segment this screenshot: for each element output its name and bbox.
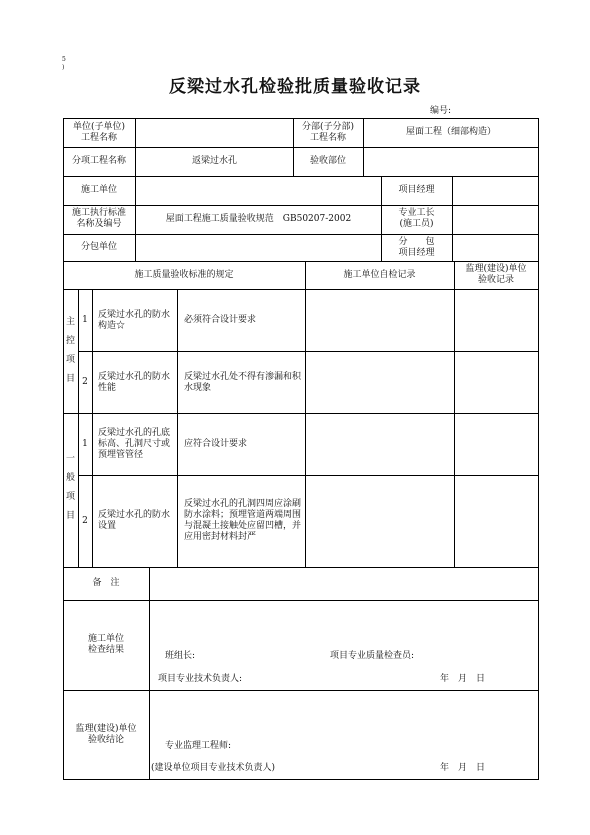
group-label-char: 般 [65, 473, 75, 483]
page-title: 反梁过水孔检验批质量验收记录 [169, 77, 421, 97]
foreman-field[interactable] [453, 206, 538, 234]
self-check-cell[interactable] [306, 290, 454, 351]
quality-inspector-label: 项目专业质量检查员: [330, 651, 415, 661]
team-leader-label: 班组长: [165, 651, 196, 661]
item-number: 2 [82, 516, 88, 526]
construction-check-label-line2: 检查结果 [87, 645, 124, 655]
column-header-self-check: 施工单位自检记录 [343, 270, 416, 280]
item-number: 1 [82, 315, 88, 325]
item-requirement: 必须符合设计要求 [184, 315, 257, 325]
standard-value[interactable]: 屋面工程施工质量验收规范 GB50207-2002 [165, 214, 352, 224]
margin-mark: 5 [62, 56, 66, 63]
construction-unit-field[interactable] [136, 177, 381, 205]
subcontract-field[interactable] [136, 235, 381, 261]
supervision-cell[interactable] [455, 290, 538, 351]
unit-label: 单位(子单位) [72, 122, 126, 132]
self-check-cell[interactable] [306, 414, 454, 475]
standard-label-line2: 名称及编号 [76, 219, 122, 229]
tech-leader-label: 项目专业技术负责人: [158, 674, 243, 684]
foreman-label-line2: (施工员) [399, 219, 434, 229]
subcontract-manager-field[interactable] [453, 235, 538, 261]
project-manager-label: 项目经理 [398, 185, 435, 195]
item-value[interactable]: 返梁过水孔 [191, 156, 237, 166]
code-label: 编号: [430, 106, 452, 116]
standard-label: 施工执行标准 [71, 208, 126, 218]
supervision-cell[interactable] [455, 414, 538, 475]
item-requirement: 反梁过水孔处不得有渗漏和积水现象 [184, 372, 302, 393]
subpart-label: 分部(子分部) [301, 122, 355, 132]
supervision-cell[interactable] [455, 476, 538, 567]
foreman-label: 专业工长 [398, 208, 435, 218]
subcontract-manager-label: 分 包 [398, 237, 435, 247]
item-name: 反梁过水孔的防水构造☆ [98, 310, 171, 331]
remarks-label: 备 注 [92, 578, 120, 588]
item-name: 反梁过水孔的孔底标高、孔洞尺寸或预埋管管径 [98, 428, 171, 460]
column-header-supervision: 监理(建设)单位 [465, 264, 527, 274]
group-label-char: 一 [65, 454, 75, 464]
date-label: 年 月 日 [440, 674, 486, 684]
group-label-char: 目 [65, 374, 75, 384]
date-label: 年 月 日 [440, 763, 486, 773]
column-header-supervision-line2: 验收记录 [477, 275, 514, 285]
supervising-engineer-label: 专业监理工程师: [165, 741, 232, 751]
subcontract-manager-label-line2: 项目经理 [398, 248, 435, 258]
column-header-standard: 施工质量验收标准的规定 [134, 270, 234, 280]
acceptance-part-field[interactable] [364, 148, 538, 176]
construction-unit-label: 施工单位 [80, 185, 117, 195]
subcontract-label: 分包单位 [80, 242, 117, 252]
self-check-cell[interactable] [306, 352, 454, 413]
supervision-conclusion-label: 监理(建设)单位 [75, 724, 137, 734]
subpart-label-line2: 工程名称 [309, 133, 346, 143]
item-name: 反梁过水孔的防水性能 [98, 372, 171, 393]
group-label-char: 主 [65, 317, 75, 327]
item-requirement: 反梁过水孔的孔洞四周应涂刷防水涂料；预埋管道两端周围与混凝土接触处应留凹槽，并应用密封材料封严 [184, 499, 302, 542]
supervision-cell[interactable] [455, 352, 538, 413]
item-label: 分项工程名称 [71, 156, 126, 166]
remarks-field[interactable] [150, 568, 538, 600]
item-number: 2 [82, 377, 88, 387]
unit-name-field[interactable] [136, 119, 293, 147]
construction-check-label: 施工单位 [87, 634, 124, 644]
unit-label-line2: 工程名称 [80, 133, 117, 143]
supervision-conclusion-label-line2: 验收结论 [87, 735, 124, 745]
item-number: 1 [82, 439, 88, 449]
subpart-value[interactable]: 屋面工程（细部构造） [405, 127, 496, 137]
group-label-char: 项 [65, 355, 75, 365]
item-requirement: 应符合设计要求 [184, 439, 248, 449]
item-name: 反梁过水孔的防水设置 [98, 510, 171, 531]
owner-leader-label: (建设单位项目专业技术负责人) [151, 763, 276, 773]
acceptance-part-label: 验收部位 [309, 156, 346, 166]
margin-mark: ) [62, 64, 65, 71]
self-check-cell[interactable] [306, 476, 454, 567]
group-label-char: 目 [65, 511, 75, 521]
project-manager-field[interactable] [453, 177, 538, 205]
group-label-char: 控 [65, 336, 75, 346]
group-label-char: 项 [65, 492, 75, 502]
